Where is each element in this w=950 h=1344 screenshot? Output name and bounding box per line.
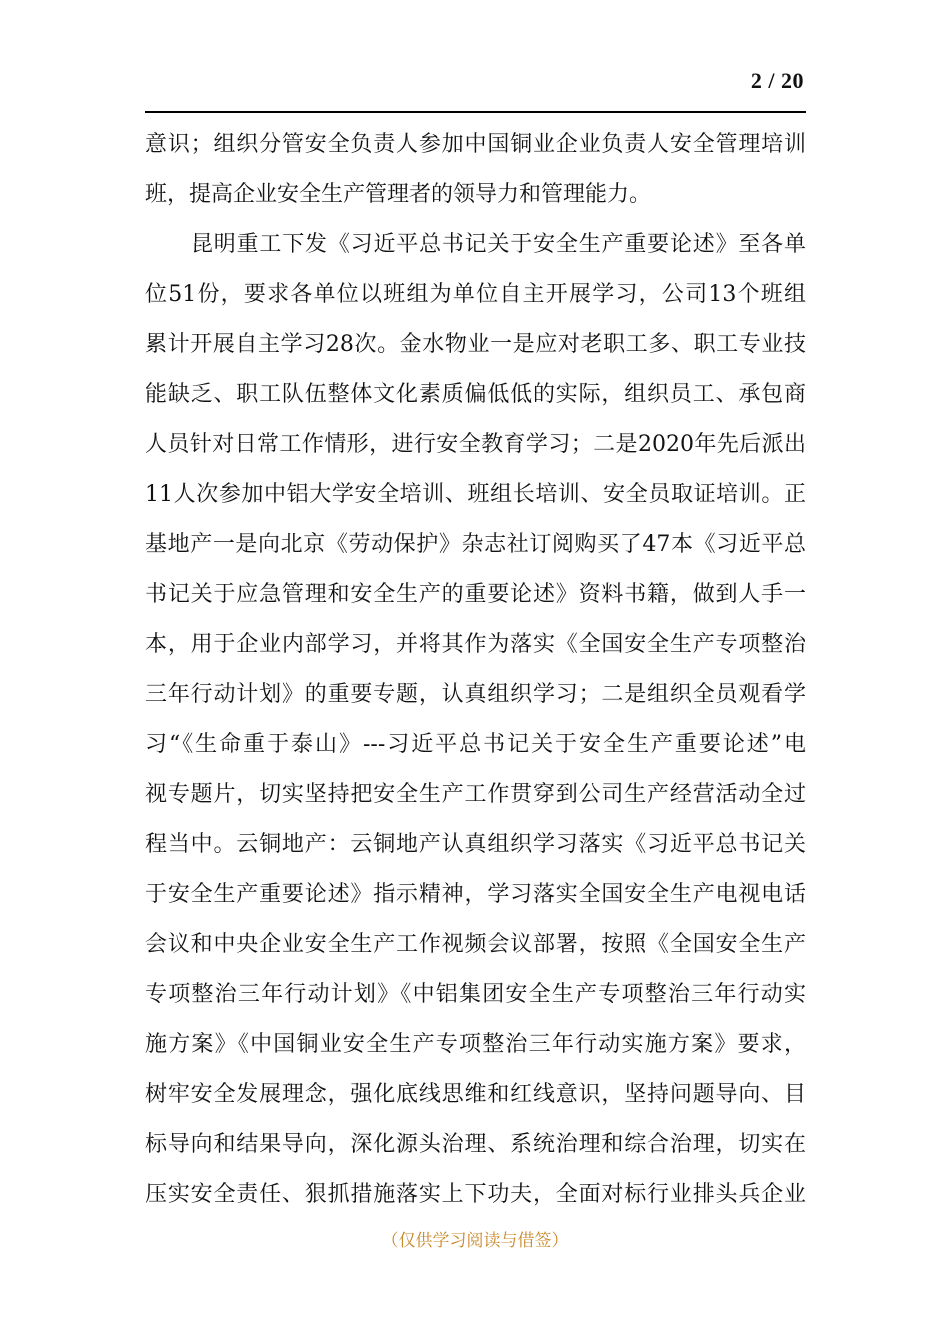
text-line: 能缺乏、职工队伍整体文化素质偏低低的实际，组织员工、承包商 bbox=[145, 382, 806, 407]
text-line: 班，提高企业安全生产管理者的领导力和管理能力。 bbox=[145, 182, 652, 207]
text-line: 程当中。云铜地产：云铜地产认真组织学习落实《习近平总书记关 bbox=[145, 832, 806, 857]
text-line: 本，用于企业内部学习，并将其作为落实《全国安全生产专项整治 bbox=[145, 632, 806, 657]
text-line: 累计开展自主学习28次。金水物业一是应对老职工多、职工专业技 bbox=[145, 332, 806, 357]
text-line: 三年行动计划》的重要专题，认真组织学习；二是组织全员观看学 bbox=[145, 682, 806, 707]
text-line: 施方案》《中国铜业安全生产专项整治三年行动实施方案》要求， bbox=[145, 1032, 806, 1057]
text-line: 标导向和结果导向，深化源头治理、系统治理和综合治理，切实在 bbox=[145, 1132, 806, 1157]
text-line: 位51份，要求各单位以班组为单位自主开展学习，公司13个班组 bbox=[145, 282, 806, 307]
text-line: 11人次参加中铝大学安全培训、班组长培训、安全员取证培训。正 bbox=[145, 482, 806, 507]
text-line: 人员针对日常工作情形，进行安全教育学习；二是2020年先后派出 bbox=[145, 432, 806, 457]
text-line: 书记关于应急管理和安全生产的重要论述》资料书籍，做到人手一 bbox=[145, 582, 806, 607]
document-body bbox=[145, 120, 806, 1220]
header-divider bbox=[145, 111, 806, 113]
footer-note: （仅供学习阅读与借签） bbox=[381, 1231, 569, 1251]
text-line: 视专题片，切实坚持把安全生产工作贯穿到公司生产经营活动全过 bbox=[145, 782, 806, 807]
text-line: 习“《生命重于泰山》---习近平总书记关于安全生产重要论述”电 bbox=[145, 732, 807, 757]
text-line: 昆明重工下发《习近平总书记关于安全生产重要论述》至各单 bbox=[191, 232, 806, 257]
text-line: 专项整治三年行动计划》《中铝集团安全生产专项整治三年行动实 bbox=[145, 982, 806, 1007]
text-line: 会议和中央企业安全生产工作视频会议部署，按照《全国安全生产 bbox=[145, 932, 806, 957]
text-line: 树牢安全发展理念，强化底线思维和红线意识，坚持问题导向、目 bbox=[145, 1082, 806, 1107]
text-line: 基地产一是向北京《劳动保护》杂志社订阅购买了47本《习近平总 bbox=[145, 532, 806, 557]
page-number: 2 / 20 bbox=[750, 68, 804, 93]
text-line: 意识；组织分管安全负责人参加中国铜业企业负责人安全管理培训 bbox=[145, 132, 806, 157]
text-line: 于安全生产重要论述》指示精神，学习落实全国安全生产电视电话 bbox=[145, 882, 806, 907]
text-line: 压实安全责任、狠抓措施落实上下功夫，全面对标行业排头兵企业 bbox=[145, 1182, 806, 1207]
